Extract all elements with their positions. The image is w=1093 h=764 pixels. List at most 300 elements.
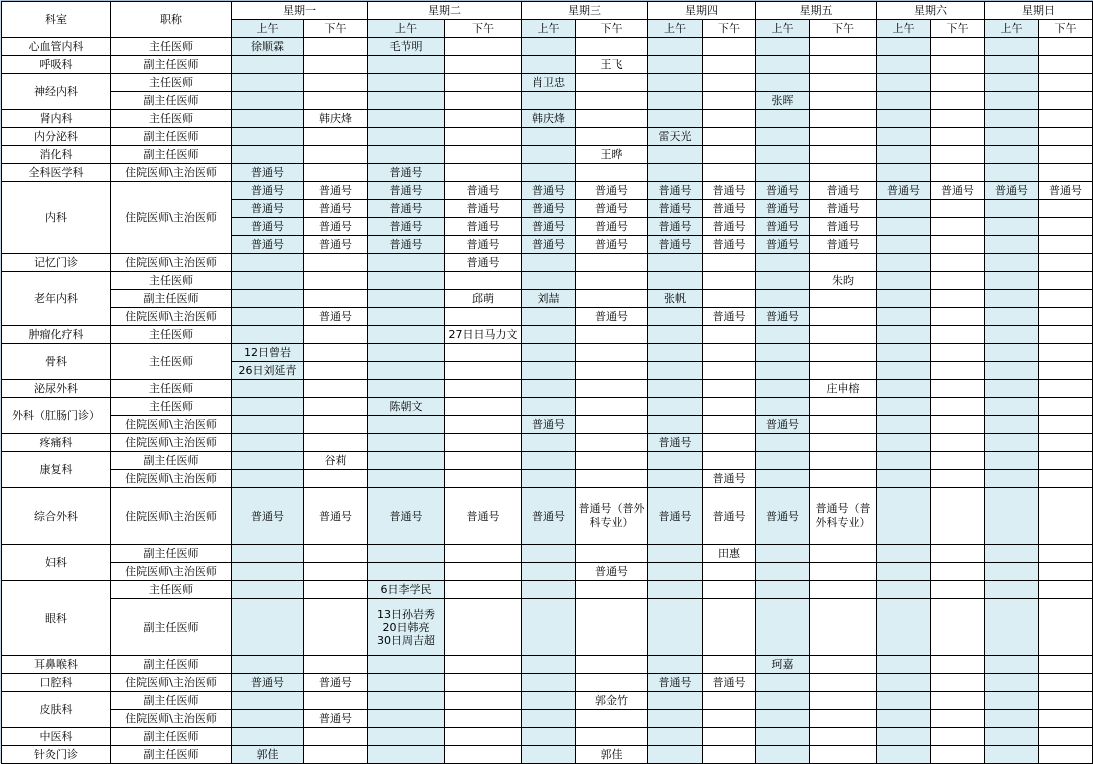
schedule-cell [756, 728, 810, 746]
schedule-cell [368, 128, 445, 146]
schedule-cell [304, 254, 368, 272]
schedule-cell: 普通号 [810, 218, 877, 236]
schedule-cell [648, 74, 703, 92]
table-row [2, 545, 1093, 563]
schedule-cell [445, 692, 522, 710]
schedule-cell [703, 146, 756, 164]
schedule-cell [576, 656, 648, 674]
dept-cell: 内分泌科 [2, 128, 111, 146]
schedule-cell [1039, 581, 1093, 599]
schedule-cell [810, 674, 877, 692]
schedule-cell [368, 470, 445, 488]
schedule-cell [445, 746, 522, 764]
schedule-cell [648, 380, 703, 398]
schedule-cell: 普通号 [810, 236, 877, 254]
schedule-cell [445, 656, 522, 674]
schedule-cell [232, 380, 304, 398]
schedule-cell [877, 599, 931, 656]
header-dept: 科室 [2, 2, 111, 38]
schedule-cell: 普通号 [232, 674, 304, 692]
title-cell: 副主任医师 [111, 545, 232, 563]
schedule-cell: 普通号 [304, 200, 368, 218]
schedule-cell: 普通号 [232, 236, 304, 254]
schedule-cell [931, 674, 985, 692]
schedule-cell [1039, 398, 1093, 416]
schedule-cell [522, 38, 576, 56]
schedule-cell [522, 581, 576, 599]
schedule-cell: 普通号 [703, 470, 756, 488]
schedule-cell [576, 674, 648, 692]
schedule-cell [648, 38, 703, 56]
title-cell: 副主任医师 [111, 146, 232, 164]
dept-cell: 综合外科 [2, 488, 111, 545]
schedule-cell [810, 581, 877, 599]
schedule-cell [522, 128, 576, 146]
dept-cell: 针灸门诊 [2, 746, 111, 764]
schedule-cell: 朱昀 [810, 272, 877, 290]
table-row [2, 563, 1093, 581]
schedule-cell: 珂嘉 [756, 656, 810, 674]
schedule-cell [810, 38, 877, 56]
schedule-cell [985, 308, 1039, 326]
schedule-cell [931, 254, 985, 272]
schedule-cell [985, 416, 1039, 434]
schedule-cell [877, 692, 931, 710]
schedule-cell [232, 581, 304, 599]
table-row [2, 164, 1093, 182]
schedule-cell [304, 92, 368, 110]
schedule-cell [232, 599, 304, 656]
schedule-cell: 郭金竹 [576, 692, 648, 710]
schedule-cell [931, 599, 985, 656]
schedule-cell [877, 452, 931, 470]
schedule-cell: 普通号 [756, 182, 810, 200]
title-cell: 副主任医师 [111, 56, 232, 74]
schedule-cell [703, 599, 756, 656]
title-cell: 住院医师\主治医师 [111, 434, 232, 452]
schedule-cell [756, 74, 810, 92]
schedule-cell [232, 326, 304, 344]
schedule-cell [368, 56, 445, 74]
schedule-cell [931, 56, 985, 74]
schedule-cell [304, 146, 368, 164]
schedule-cell [648, 416, 703, 434]
schedule-cell [703, 398, 756, 416]
schedule-cell [445, 452, 522, 470]
schedule-cell [877, 470, 931, 488]
schedule-cell [931, 290, 985, 308]
schedule-cell [985, 470, 1039, 488]
title-cell: 副主任医师 [111, 452, 232, 470]
schedule-cell: 普通号 [756, 308, 810, 326]
schedule-cell [232, 146, 304, 164]
schedule-cell [931, 452, 985, 470]
schedule-cell [756, 362, 810, 380]
schedule-cell [877, 746, 931, 764]
schedule-cell [810, 398, 877, 416]
schedule-cell [232, 74, 304, 92]
schedule-cell [445, 545, 522, 563]
schedule-cell [304, 272, 368, 290]
schedule-cell: 普通号 [810, 182, 877, 200]
schedule-cell [445, 56, 522, 74]
schedule-cell: 12日曾岩 [232, 344, 304, 362]
schedule-cell [304, 563, 368, 581]
schedule-cell [522, 656, 576, 674]
schedule-cell [703, 164, 756, 182]
schedule-cell: 陈朝文 [368, 398, 445, 416]
header-day-wed: 星期三 [522, 2, 648, 20]
schedule-cell: 普通号 [522, 182, 576, 200]
schedule-cell [985, 272, 1039, 290]
schedule-cell [522, 362, 576, 380]
schedule-cell [648, 470, 703, 488]
table-row [2, 470, 1093, 488]
schedule-cell: 普通号 [703, 236, 756, 254]
schedule-cell [576, 728, 648, 746]
schedule-cell: 王晔 [576, 146, 648, 164]
schedule-cell [232, 563, 304, 581]
schedule-cell [368, 380, 445, 398]
schedule-cell [810, 563, 877, 581]
schedule-cell [877, 308, 931, 326]
dept-cell: 消化科 [2, 146, 111, 164]
schedule-cell: 田惠 [703, 545, 756, 563]
schedule-cell [576, 470, 648, 488]
schedule-cell: 普通号 [576, 308, 648, 326]
schedule-cell: 普通号 [1039, 182, 1093, 200]
schedule-cell [1039, 146, 1093, 164]
title-cell: 主任医师 [111, 398, 232, 416]
schedule-cell [368, 74, 445, 92]
schedule-cell [522, 452, 576, 470]
schedule-cell [810, 470, 877, 488]
schedule-cell [522, 56, 576, 74]
schedule-cell: 邱萌 [445, 290, 522, 308]
table-row [2, 656, 1093, 674]
title-cell: 住院医师\主治医师 [111, 164, 232, 182]
schedule-cell [522, 434, 576, 452]
schedule-cell [931, 581, 985, 599]
schedule-cell [985, 38, 1039, 56]
schedule-cell: 普通号 [304, 674, 368, 692]
schedule-cell: 刘喆 [522, 290, 576, 308]
schedule-cell [648, 164, 703, 182]
schedule-cell [232, 128, 304, 146]
schedule-cell [648, 56, 703, 74]
schedule-cell [522, 746, 576, 764]
schedule-cell [810, 110, 877, 128]
header-day-tue: 星期二 [368, 2, 522, 20]
schedule-cell [877, 254, 931, 272]
schedule-cell [445, 362, 522, 380]
schedule-cell [445, 272, 522, 290]
title-cell: 住院医师\主治医师 [111, 563, 232, 581]
dept-cell: 口腔科 [2, 674, 111, 692]
schedule-cell: 普通号 [703, 182, 756, 200]
schedule-cell: 普通号（普外科专业） [810, 488, 877, 545]
schedule-cell [368, 674, 445, 692]
title-cell: 住院医师\主治医师 [111, 674, 232, 692]
schedule-cell [703, 110, 756, 128]
schedule-cell [877, 56, 931, 74]
schedule-cell [756, 326, 810, 344]
schedule-cell: 普通号 [368, 200, 445, 218]
title-cell: 主任医师 [111, 380, 232, 398]
schedule-cell [445, 398, 522, 416]
schedule-cell [445, 416, 522, 434]
schedule-cell [1039, 416, 1093, 434]
schedule-cell [985, 200, 1039, 218]
schedule-cell [304, 128, 368, 146]
schedule-cell: 普通号 [648, 674, 703, 692]
schedule-cell: 普通号 [368, 236, 445, 254]
schedule-cell [931, 74, 985, 92]
title-cell: 住院医师\主治医师 [111, 254, 232, 272]
schedule-cell [756, 674, 810, 692]
schedule-cell [576, 38, 648, 56]
schedule-cell [703, 38, 756, 56]
schedule-cell: 普通号 [985, 182, 1039, 200]
dept-cell: 记忆门诊 [2, 254, 111, 272]
schedule-cell [877, 218, 931, 236]
schedule-cell [522, 308, 576, 326]
schedule-cell [1039, 656, 1093, 674]
schedule-cell [756, 581, 810, 599]
schedule-cell: 普通号 [703, 308, 756, 326]
schedule-cell [648, 146, 703, 164]
schedule-cell [232, 545, 304, 563]
schedule-cell [703, 290, 756, 308]
schedule-cell [985, 344, 1039, 362]
schedule-cell: 庄申榕 [810, 380, 877, 398]
header-am-0: 上午 [232, 20, 304, 38]
schedule-cell: 普通号 [445, 236, 522, 254]
schedule-cell [1039, 308, 1093, 326]
schedule-cell: 普通号 [522, 200, 576, 218]
schedule-cell [931, 308, 985, 326]
schedule-cell: 普通号 [648, 236, 703, 254]
schedule-cell [1039, 674, 1093, 692]
dept-cell: 心血管内科 [2, 38, 111, 56]
dept-cell: 耳鼻喉科 [2, 656, 111, 674]
schedule-cell: 普通号 [877, 182, 931, 200]
schedule-cell [703, 581, 756, 599]
schedule-cell: 普通号 [232, 182, 304, 200]
schedule-cell [877, 362, 931, 380]
schedule-cell [703, 380, 756, 398]
schedule-cell [877, 146, 931, 164]
schedule-cell [368, 710, 445, 728]
title-cell: 副主任医师 [111, 692, 232, 710]
header-pm-1: 下午 [445, 20, 522, 38]
schedule-cell [232, 254, 304, 272]
schedule-cell [810, 416, 877, 434]
schedule-cell [522, 164, 576, 182]
schedule-cell [1039, 452, 1093, 470]
schedule-cell: 普通号 [522, 416, 576, 434]
schedule-cell [931, 218, 985, 236]
header-pm-3: 下午 [703, 20, 756, 38]
schedule-cell [985, 56, 1039, 74]
schedule-cell [810, 128, 877, 146]
schedule-cell [931, 710, 985, 728]
schedule-cell [810, 254, 877, 272]
schedule-cell [931, 434, 985, 452]
schedule-cell [703, 692, 756, 710]
schedule-cell [1039, 236, 1093, 254]
schedule-cell [368, 545, 445, 563]
schedule-cell [522, 710, 576, 728]
dept-cell: 神经内科 [2, 74, 111, 110]
schedule-cell [877, 344, 931, 362]
schedule-cell [576, 92, 648, 110]
schedule-cell [703, 362, 756, 380]
schedule-cell [445, 674, 522, 692]
schedule-cell [1039, 692, 1093, 710]
schedule-cell [756, 434, 810, 452]
schedule-cell: 张晖 [756, 92, 810, 110]
schedule-cell [232, 434, 304, 452]
dept-cell: 中医科 [2, 728, 111, 746]
schedule-cell: 普通号 [703, 674, 756, 692]
dept-cell: 康复科 [2, 452, 111, 488]
schedule-cell [648, 545, 703, 563]
schedule-cell [931, 326, 985, 344]
schedule-cell [368, 452, 445, 470]
title-cell: 住院医师\主治医师 [111, 308, 232, 326]
schedule-cell: 雷天光 [648, 128, 703, 146]
dept-cell: 妇科 [2, 545, 111, 581]
schedule-cell [985, 398, 1039, 416]
schedule-cell [1039, 728, 1093, 746]
schedule-cell [304, 398, 368, 416]
schedule-cell [304, 746, 368, 764]
schedule-cell [756, 692, 810, 710]
schedule-cell [368, 656, 445, 674]
title-cell: 住院医师\主治医师 [111, 710, 232, 728]
schedule-cell [445, 164, 522, 182]
schedule-cell [304, 581, 368, 599]
table-row [2, 674, 1093, 692]
schedule-cell [877, 290, 931, 308]
schedule-cell: 普通号 [810, 200, 877, 218]
header-am-5: 上午 [877, 20, 931, 38]
schedule-cell [810, 362, 877, 380]
title-cell: 副主任医师 [111, 656, 232, 674]
schedule-cell [522, 326, 576, 344]
schedule-cell [648, 581, 703, 599]
schedule-cell: 普通号（普外科专业） [576, 488, 648, 545]
schedule-cell: 普通号 [703, 200, 756, 218]
schedule-cell [368, 326, 445, 344]
schedule-cell [304, 290, 368, 308]
schedule-cell [810, 308, 877, 326]
schedule-cell [931, 398, 985, 416]
schedule-cell [1039, 218, 1093, 236]
schedule-cell [576, 710, 648, 728]
schedule-cell [985, 452, 1039, 470]
schedule-cell: 普通号 [931, 182, 985, 200]
schedule-cell: 普通号 [368, 164, 445, 182]
schedule-cell [931, 692, 985, 710]
schedule-cell [985, 434, 1039, 452]
schedule-cell [985, 692, 1039, 710]
schedule-cell [877, 110, 931, 128]
schedule-cell [576, 362, 648, 380]
schedule-cell [648, 362, 703, 380]
schedule-cell [810, 146, 877, 164]
schedule-cell: 普通号 [703, 488, 756, 545]
schedule-cell [756, 470, 810, 488]
schedule-cell [522, 692, 576, 710]
schedule-cell [877, 488, 931, 545]
schedule-cell [445, 710, 522, 728]
dept-cell: 内科 [2, 182, 111, 254]
title-cell: 住院医师\主治医师 [111, 416, 232, 434]
title-cell: 主任医师 [111, 272, 232, 290]
schedule-cell: 徐顺霖 [232, 38, 304, 56]
schedule-cell [648, 308, 703, 326]
schedule-cell [810, 74, 877, 92]
schedule-cell [703, 326, 756, 344]
schedule-cell [1039, 563, 1093, 581]
schedule-cell: 普通号 [756, 488, 810, 545]
schedule-cell [522, 470, 576, 488]
schedule-cell [304, 380, 368, 398]
schedule-cell [522, 599, 576, 656]
schedule-cell [985, 746, 1039, 764]
schedule-cell: 普通号 [445, 218, 522, 236]
schedule-cell [985, 254, 1039, 272]
schedule-cell [877, 398, 931, 416]
schedule-cell [648, 746, 703, 764]
schedule-cell [368, 92, 445, 110]
schedule-cell: 普通号 [232, 218, 304, 236]
table-row [2, 488, 1093, 545]
schedule-cell [877, 710, 931, 728]
schedule-cell [368, 308, 445, 326]
schedule-cell [522, 563, 576, 581]
table-row [2, 452, 1093, 470]
schedule-cell [522, 344, 576, 362]
schedule-cell [985, 380, 1039, 398]
schedule-cell [931, 128, 985, 146]
title-cell: 副主任医师 [111, 746, 232, 764]
schedule-cell: 郭佳 [576, 746, 648, 764]
table-row [2, 146, 1093, 164]
schedule-cell [304, 344, 368, 362]
schedule-cell [576, 398, 648, 416]
schedule-cell: 郭佳 [232, 746, 304, 764]
schedule-cell [703, 434, 756, 452]
schedule-cell [756, 110, 810, 128]
schedule-cell [648, 452, 703, 470]
title-cell: 主任医师 [111, 581, 232, 599]
schedule-cell [576, 344, 648, 362]
schedule-cell: 普通号 [756, 218, 810, 236]
schedule-cell [931, 362, 985, 380]
schedule-cell [1039, 200, 1093, 218]
schedule-cell [877, 728, 931, 746]
schedule-cell [985, 146, 1039, 164]
table-row [2, 398, 1093, 416]
schedule-cell [368, 728, 445, 746]
schedule-cell [368, 110, 445, 128]
schedule-cell [576, 272, 648, 290]
schedule-cell [931, 488, 985, 545]
schedule-cell [985, 92, 1039, 110]
